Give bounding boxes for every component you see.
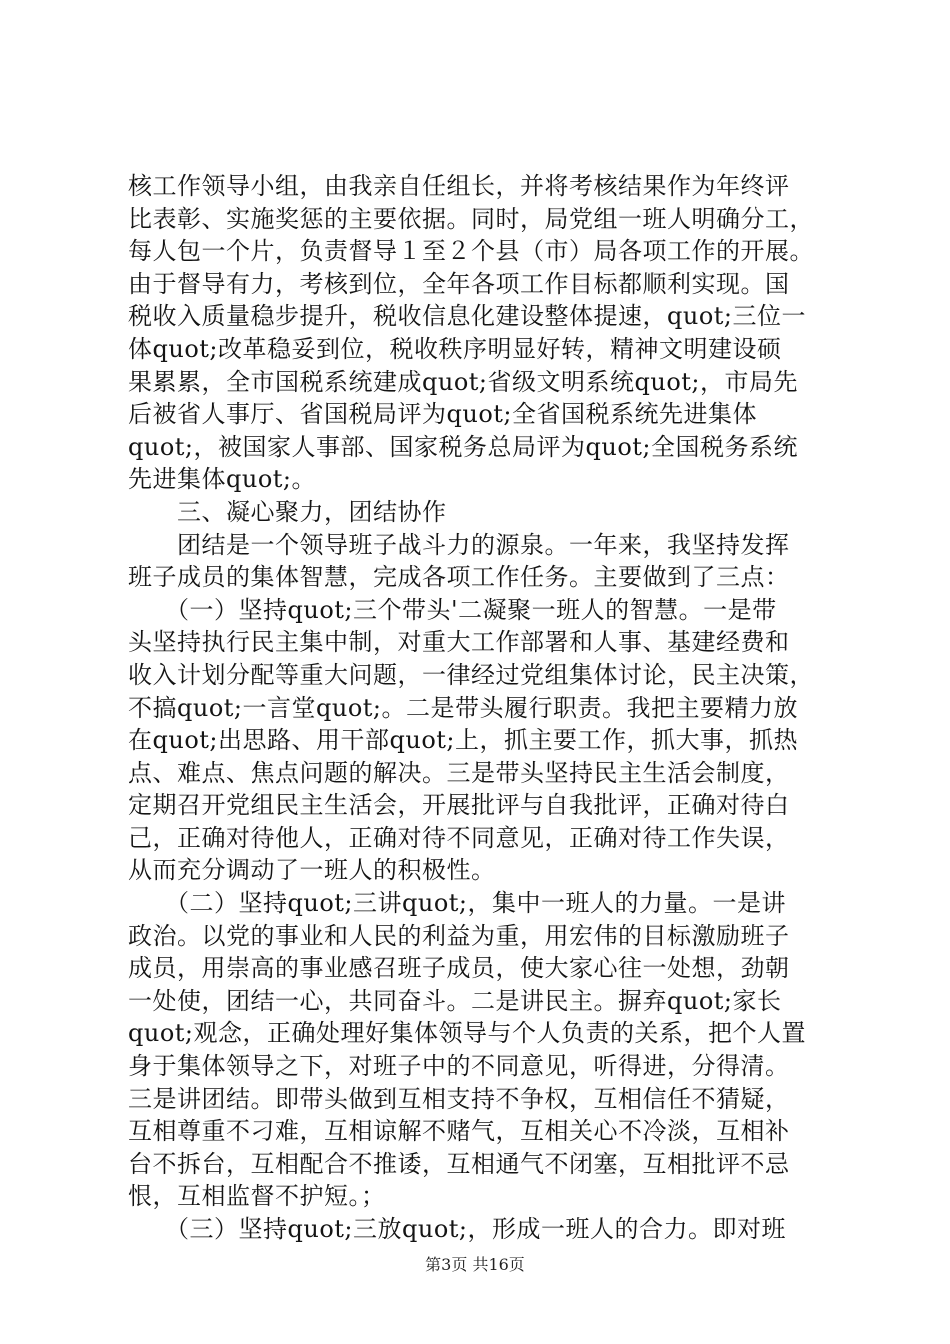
text-line: （二）坚持quot;三讲quot;，集中一班人的力量。一是讲 [128, 889, 786, 918]
text-line: quot;观念，正确处理好集体领导与个人负责的关系，把个人置 [128, 1019, 806, 1048]
text-line: quot;，被国家人事部、国家税务总局评为quot;全国税务系统 [128, 432, 798, 461]
text-line: 先进集体quot;。 [128, 465, 316, 494]
text-line: 后被省人事厅、省国税局评为quot;全省国税系统先进集体 [128, 400, 757, 429]
text-line: 体quot;改革稳妥到位，税收秩序明显好转，精神文明建设硕 [128, 334, 782, 363]
text-line: 团结是一个领导班子战斗力的源泉。一年来，我坚持发挥 [128, 530, 790, 559]
text-line: 从而充分调动了一班人的积极性。 [128, 856, 496, 885]
text-line: 比表彰、实施奖惩的主要依据。同时，局党组一班人明确分工， [128, 204, 814, 233]
text-line: 己，正确对待他人，正确对待不同意见，正确对待工作失误， [128, 823, 790, 852]
text-line: 在quot;出思路、用干部quot;上，抓主要工作，抓大事，抓热 [128, 726, 798, 755]
text-line: 成员，用崇高的事业感召班子成员，使大家心往一处想，劲朝 [128, 954, 790, 983]
text-line: 恨，互相监督不护短。； [128, 1182, 386, 1211]
text-line: 收入计划分配等重大问题，一律经过党组集体讨论，民主决策， [128, 660, 814, 689]
text-line: 不搞quot;一言堂quot;。二是带头履行职责。我把主要精力放 [128, 693, 798, 722]
text-line: 由于督导有力，考核到位，全年各项工作目标都顺利实现。国 [128, 269, 790, 298]
text-line: 互相尊重不刁难，互相谅解不赌气，互相关心不冷淡，互相补 [128, 1117, 790, 1146]
text-line: 税收入质量稳步提升，税收信息化建设整体提速，quot;三位一 [128, 302, 806, 331]
text-line: 台不拆台，互相配合不推诿，互相通气不闭塞，互相批评不忌 [128, 1149, 790, 1178]
text-line: 果累累，全市国税系统建成quot;省级文明系统quot;，市局先 [128, 367, 798, 396]
text-line: 身于集体领导之下，对班子中的不同意见，听得进，分得清。 [128, 1052, 790, 1081]
text-line: 核工作领导小组，由我亲自任组长，并将考核结果作为年终评 [128, 172, 790, 200]
text-line: 三是讲团结。即带头做到互相支持不争权，互相信任不猜疑， [128, 1084, 790, 1113]
text-line: 每人包一个片，负责督导１至２个县（市）局各项工作的开展。 [128, 237, 814, 266]
text-line: 点、难点、焦点问题的解决。三是带头坚持民主生活会制度， [128, 758, 790, 787]
page-footer: 第3页 共16页 [425, 1255, 525, 1274]
section-heading: 三、凝心聚力，团结协作 [128, 497, 447, 526]
text-line: 头坚持执行民主集中制，对重大工作部署和人事、基建经费和 [128, 628, 790, 657]
text-line: （一）坚持quot;三个带头'二凝聚一班人的智慧。一是带 [128, 595, 777, 624]
text-line: 政治。以党的事业和人民的利益为重，用宏伟的目标激励班子 [128, 921, 790, 950]
text-line: （三）坚持quot;三放quot;，形成一班人的合力。即对班 [128, 1215, 786, 1243]
text-line: 定期召开党组民主生活会，开展批评与自我批评，正确对待白 [128, 791, 790, 820]
text-line: 一处使，团结一心，共同奋斗。二是讲民主。摒弃quot;家长 [128, 986, 782, 1015]
body-text [128, 170, 828, 1246]
text-line: 班子成员的集体智慧，完成各项工作任务。主要做到了三点： [128, 563, 790, 592]
